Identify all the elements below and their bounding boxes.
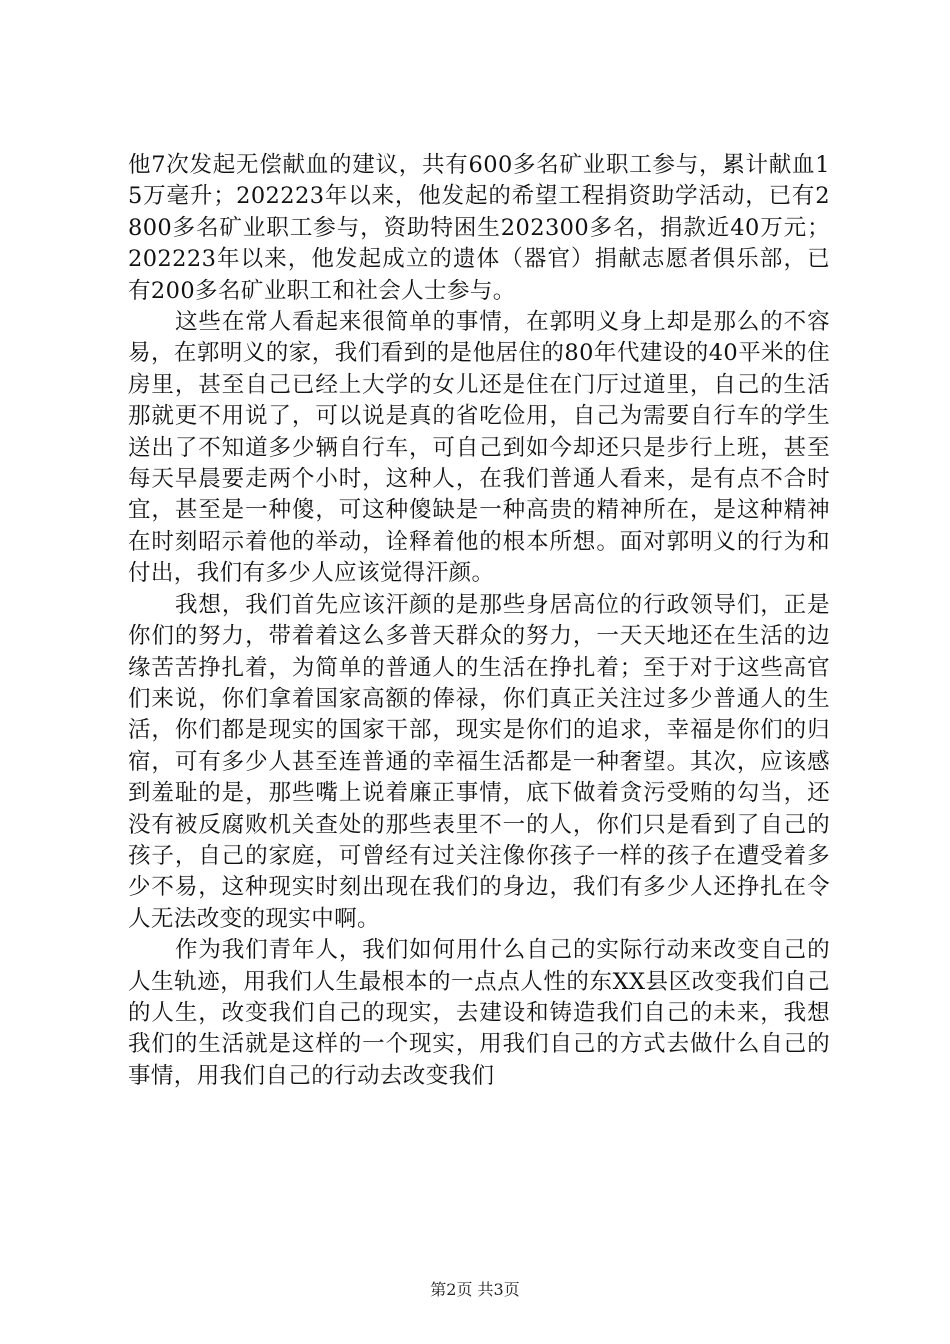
paragraph: 这些在常人看起来很简单的事情，在郭明义身上却是那么的不容易，在郭明义的家，我们看到的是他居住的80年代建设的40平米的住房里，甚至自己已经上大学的女儿还是住在门厅过道里，自己的生活那就更不用说了，可以说是真的省吃俭用，自己为需要自行车的学生送出了不知道多少辆自行车，可自己到如今却还只是步行上班，甚至每天早晨要走两个小时，这种人，在我们普通人看来，是有点不合时宜，甚至是一种傻，可这种傻缺是一种高贵的精神所在，是这种精神在时刻昭示着他的举动，诠释着他的根本所想。面对郭明义的行为和付出，我们有多少人应该觉得汗颜。	[128, 309, 830, 587]
paragraph: 我想，我们首先应该汗颜的是那些身居高位的行政领导们，正是你们的努力，带着着这么多普天群众的努力，一天天地还在生活的边缘苦苦挣扎着，为简单的普通人的生活在挣扎着；至于对于这些高官们来说，你们拿着国家高额的俸禄，你们真正关注过多少普通人的生活，你们都是现实的国家干部，现实是你们的追求，幸福是你们的归宿，可有多少人甚至连普通的幸福生活都是一种奢望。其次，应该感到羞耻的是，那些嘴上说着廉正事情，底下做着贪污受贿的勾当，还没有被反腐败机关查处的那些表里不一的人，你们只是看到了自己的孩子，自己的家庭，可曾经有过关注像你孩子一样的孩子在遭受着多少不易，这种现实时刻出现在我们的身边，我们有多少人还挣扎在令人无法改变的现实中啊。	[128, 591, 830, 932]
document-body	[128, 150, 830, 1092]
page-number-footer: 第2页 共3页	[430, 1280, 520, 1299]
paragraph: 他7次发起无偿献血的建议，共有600多名矿业职工参与，累计献血15万毫升；202223年以来，他发起的希望工程捐资助学活动，已有2800多名矿业职工参与，资助特困生202300多名，捐款近40万元；202223年以来，他发起成立的遗体（器官）捐献志愿者俱乐部，已有200多名矿业职工和社会人士参与。	[128, 152, 830, 304]
paragraph: 作为我们青年人，我们如何用什么自己的实际行动来改变自己的人生轨迹，用我们人生最根本的一点点人性的东XX县区改变我们自己的人生，改变我们自己的现实，去建设和铸造我们自己的未来，我想我们的生活就是这样的一个现实，用我们自己的方式去做什么自己的事情，用我们自己的行动去改变我们	[128, 937, 830, 1089]
